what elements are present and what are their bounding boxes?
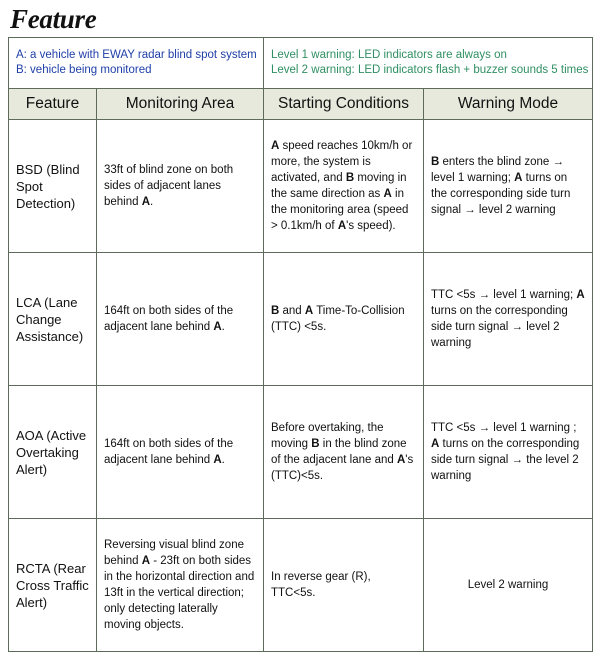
row-feature-lca: LCA (Lane Change Assistance) bbox=[9, 253, 97, 386]
header-monitoring-area: Monitoring Area bbox=[97, 89, 264, 120]
legend-row bbox=[9, 38, 593, 89]
feature-table bbox=[8, 37, 593, 652]
table-header-row bbox=[9, 89, 593, 120]
row-conditions-rcta: In reverse gear (R), TTC<5s. bbox=[264, 519, 424, 652]
legend-right-line-1: Level 1 warning: LED indicators are always on bbox=[271, 49, 507, 61]
legend-right bbox=[264, 38, 593, 89]
row-area-lca: 164ft on both sides of the adjacent lane behind A. bbox=[97, 253, 264, 386]
row-area-rcta: Reversing visual blind zone behind A - 23ft on both sides in the horizontal direction and 13ft in the vertical direction; only detecting laterally moving objects. bbox=[97, 519, 264, 652]
table-row bbox=[9, 386, 593, 519]
row-feature-aoa: AOA (Active Overtaking Alert) bbox=[9, 386, 97, 519]
row-warning-lca: TTC <5s → level 1 warning; A turns on the corresponding side turn signal → level 2 warning bbox=[424, 253, 593, 386]
header-feature: Feature bbox=[9, 89, 97, 120]
legend-left-line-1: A: a vehicle with EWAY radar blind spot system bbox=[16, 49, 257, 61]
row-area-aoa: 164ft on both sides of the adjacent lane behind A. bbox=[97, 386, 264, 519]
row-conditions-bsd: A speed reaches 10km/h or more, the system is activated, and B moving in the same direction as A in the monitoring area (speed > 0.1km/h of A's speed). bbox=[264, 120, 424, 253]
table-row bbox=[9, 519, 593, 652]
legend-left-line-2: B: vehicle being monitored bbox=[16, 64, 152, 76]
row-warning-bsd: B enters the blind zone → level 1 warning; A turns on the corresponding side turn signal → level 2 warning bbox=[424, 120, 593, 253]
header-starting-conditions: Starting Conditions bbox=[264, 89, 424, 120]
row-feature-rcta: RCTA (Rear Cross Traffic Alert) bbox=[9, 519, 97, 652]
row-conditions-lca: B and A Time-To-Collision (TTC) <5s. bbox=[264, 253, 424, 386]
row-feature-bsd: BSD (Blind Spot Detection) bbox=[9, 120, 97, 253]
header-warning-mode: Warning Mode bbox=[424, 89, 593, 120]
row-conditions-aoa: Before overtaking, the moving B in the blind zone of the adjacent lane and A's (TTC)<5s. bbox=[264, 386, 424, 519]
legend-right-line-2: Level 2 warning: LED indicators flash + buzzer sounds 5 times bbox=[271, 64, 589, 76]
row-warning-rcta: Level 2 warning bbox=[424, 519, 593, 652]
table-row bbox=[9, 120, 593, 253]
row-area-bsd: 33ft of blind zone on both sides of adjacent lanes behind A. bbox=[97, 120, 264, 253]
legend-left bbox=[9, 38, 264, 89]
table-row bbox=[9, 253, 593, 386]
row-warning-aoa: TTC <5s → level 1 warning ; A turns on the corresponding side turn signal → the level 2 warning bbox=[424, 386, 593, 519]
page-title: Feature bbox=[10, 4, 97, 34]
